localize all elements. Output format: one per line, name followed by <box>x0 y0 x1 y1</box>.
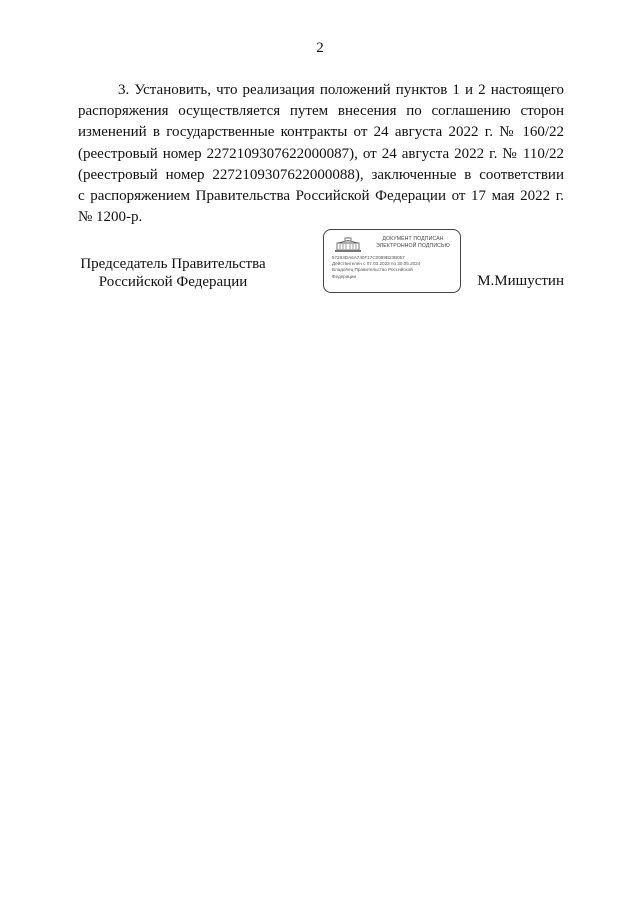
stamp-details <box>332 255 460 280</box>
government-building-icon <box>332 237 364 253</box>
stamp-title-line: ЭЛЕКТРОННОЙ ПОДПИСЬЮ <box>376 243 450 249</box>
page-number: 2 <box>316 40 324 56</box>
body-paragraph <box>78 80 564 228</box>
paragraph-line: 3. Установить, что реализация положений пунктов 1 и 2 настоящего <box>118 82 564 98</box>
signatory-line: Председатель Правительства <box>80 256 266 272</box>
certificate-owner: Владелец Правительство Российской <box>332 267 413 273</box>
paragraph-line: распоряжения осуществляется путем внесения по соглашению сторон <box>78 103 564 120</box>
paragraph-line: (реестровый номер 2272109307622000088), заключенные в соответствии <box>78 166 564 183</box>
certificate-owner: Федерации <box>332 273 357 279</box>
signer-name: М.Мишустин <box>477 273 564 289</box>
paragraph-line: с распоряжением Правительства Российской Федерации от 17 мая 2022 г. <box>78 188 564 205</box>
paragraph-line: (реестровый номер 2272109307622000087), от 24 августа 2022 г. № 110/22 <box>78 145 564 162</box>
certificate-validity: Действителен с 07.03.2023 по 30.05.2024 <box>332 261 421 267</box>
certificate-number: 57263DA6A740F17C0089B23B057 <box>332 255 405 260</box>
paragraph-line: № 1200-р. <box>78 209 143 226</box>
electronic-signature-stamp <box>323 229 461 293</box>
signatory-line: Российской Федерации <box>98 274 248 290</box>
stamp-title <box>366 236 460 250</box>
paragraph-line: изменений в государственные контракты от 24 августа 2022 г. № 160/22 <box>78 124 564 141</box>
stamp-title-line: ДОКУМЕНТ ПОДПИСАН <box>382 236 444 242</box>
signatory-title <box>78 255 268 291</box>
